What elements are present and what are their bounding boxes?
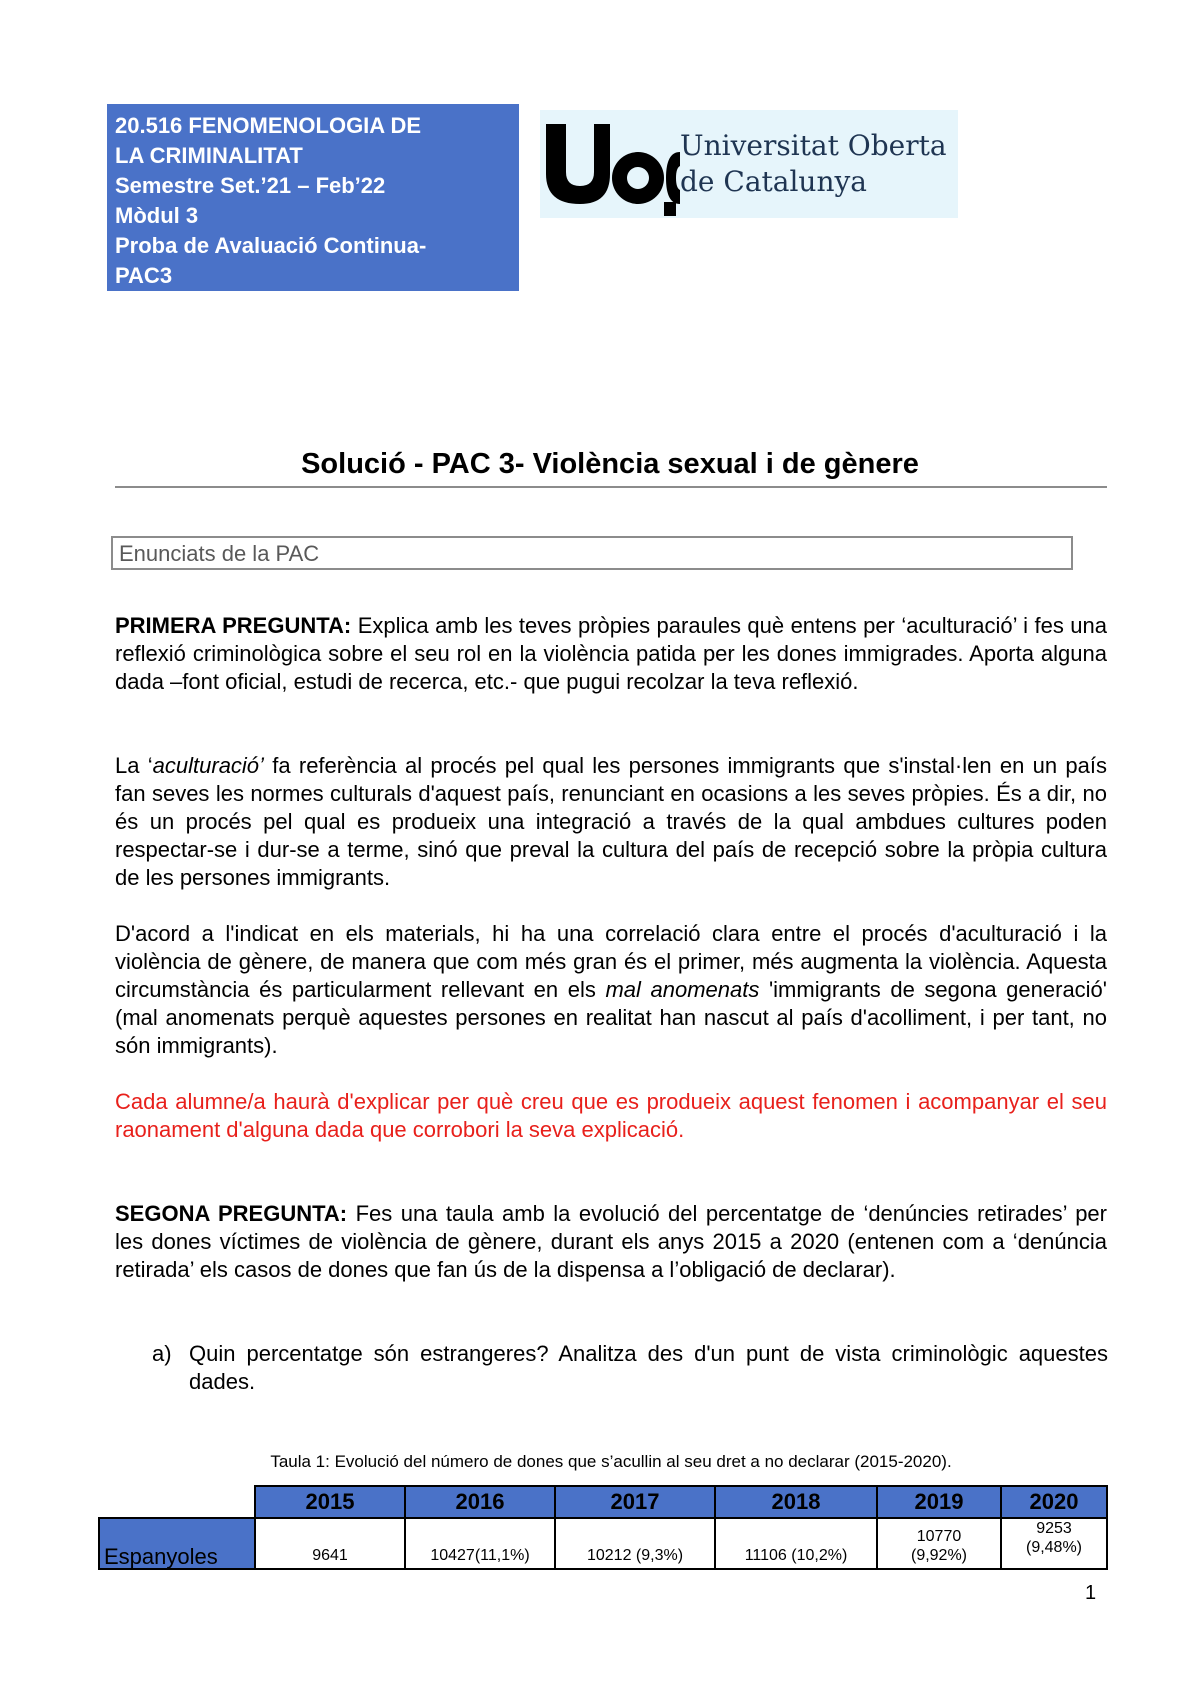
table-row-label: Espanyoles xyxy=(99,1518,255,1569)
list-marker: a) xyxy=(152,1341,172,1366)
document-title: Solució - PAC 3- Violència sexual i de gènere xyxy=(301,448,919,480)
course-line: LA CRIMINALITAT xyxy=(115,143,303,168)
question-2a-text: Quin percentatge són estrangeres? Analitza des d'un punt de vista criminològic aquestes dades. xyxy=(189,1341,1108,1394)
table-header-cell: 2017 xyxy=(555,1486,715,1518)
uoc-logo xyxy=(540,110,958,220)
paragraph-italic-term: mal anomenats xyxy=(605,977,760,1002)
table-caption: Taula 1: Evolució del número de dones que s’acullin al seu dret a no declarar (2015-2020). xyxy=(270,1452,952,1471)
question-2a xyxy=(152,1340,1108,1396)
cell-value: (9,48%) xyxy=(1025,1539,1083,1556)
table-corner xyxy=(99,1486,255,1518)
instruction-note: Cada alumne/a haurà d'explicar per què creu que es produeix aquest fenomen i acompanyar el seu raonament d'alguna dada que corrobori la seva explicació. xyxy=(115,1089,1107,1142)
table-header-row xyxy=(99,1486,1107,1518)
question-2 xyxy=(115,1200,1107,1284)
table-header-cell: 2019 xyxy=(877,1486,1001,1518)
cell-value: 10427(11,1%) xyxy=(430,1547,530,1564)
paragraph-text: D'acord a l'indicat en els materials, hi ha una correlació clara entre el procés d'aculturació i la violència de gènere, de manera que com més gran és el primer, més augmenta la violència. Aquesta circumstància és particularment rellevant en els xyxy=(115,921,1107,1002)
question-2-text: Fes una taula amb la evolució del percentatge de ‘denúncies retirades’ per les dones víctimes de violència de gènere, durant els anys 2015 a 2020 (entenen com a ‘denúncia retirada’ els casos de dones que fan ús de la dispensa a l’obligació de declarar). xyxy=(115,1201,1107,1282)
cell-value: 10770 xyxy=(916,1528,962,1545)
section-heading: Enunciats de la PAC xyxy=(111,536,1073,570)
course-line: PAC3 xyxy=(115,263,173,288)
table-header-cell: 2016 xyxy=(405,1486,555,1518)
cell-value: (9,92%) xyxy=(910,1547,968,1564)
course-line: Semestre Set.’21 – Feb’22 xyxy=(115,173,386,198)
table-cell xyxy=(715,1518,877,1569)
cell-value: 9253 xyxy=(1036,1520,1072,1537)
course-line: Mòdul 3 xyxy=(115,203,199,228)
logo-wordmark xyxy=(680,128,947,200)
table-header-cell: 2015 xyxy=(255,1486,405,1518)
logo-name-line1: Universitat Oberta xyxy=(680,129,947,162)
question-2-label: SEGONA PREGUNTA: xyxy=(115,1201,348,1226)
question-1-text: Explica amb les teves pròpies paraules què entens per ‘aculturació’ i fes una reflexió criminològica sobre el seu rol en la violència patida per les dones immigrades. Aporta alguna dada –font oficial, estudi de recerca, etc.- que pugui recolzar la teva reflexió. xyxy=(115,613,1107,694)
cell-value: 10212 (9,3%) xyxy=(586,1547,684,1564)
question-1-label: PRIMERA PREGUNTA: xyxy=(115,613,352,638)
course-info-box xyxy=(107,104,519,291)
table-cell xyxy=(405,1518,555,1569)
table-cell xyxy=(255,1518,405,1569)
table-cell xyxy=(555,1518,715,1569)
table-cell xyxy=(1001,1518,1107,1569)
uoc-monogram-icon xyxy=(540,110,680,218)
paragraph-text: 'immigrants de segona generació' (mal anomenats perquè aquestes persones en realitat han nascut al país d'acolliment, i per tant, no són immigrants). xyxy=(115,977,1107,1058)
paragraph-text: La ‘ xyxy=(115,753,153,778)
paragraph-aculturacio xyxy=(115,752,1107,892)
course-line: 20.516 FENOMENOLOGIA DE xyxy=(115,113,422,138)
logo-name-line2: de Catalunya xyxy=(680,165,867,198)
cell-value: 9641 xyxy=(312,1547,348,1564)
table-cell xyxy=(877,1518,1001,1569)
question-1 xyxy=(115,612,1107,696)
table-header-cell: 2020 xyxy=(1001,1486,1107,1518)
title-divider xyxy=(115,486,1107,488)
data-table xyxy=(98,1485,1108,1570)
course-line: Proba de Avaluació Continua- xyxy=(115,233,427,258)
paragraph-text: fa referència al procés pel qual les persones immigrants que s'instal·len en un país fan seves les normes culturals d'aquest país, renunciant en ocasions a les seves pròpies. És a dir, no és un procés pel qual es produeix una integració a través de la qual ambdues cultures poden respectar-se i dur-se a terme, sinó que preval la cultura del país de recepció sobre la pròpia cultura de les persones immigrants. xyxy=(115,753,1107,890)
cell-value: 11106 (10,2%) xyxy=(744,1547,848,1564)
page-number: 1 xyxy=(1085,1582,1097,1604)
paragraph-dacord xyxy=(115,920,1107,1060)
table-header-cell: 2018 xyxy=(715,1486,877,1518)
table-row xyxy=(99,1518,1107,1569)
paragraph-italic-term: aculturació’ xyxy=(152,753,264,778)
